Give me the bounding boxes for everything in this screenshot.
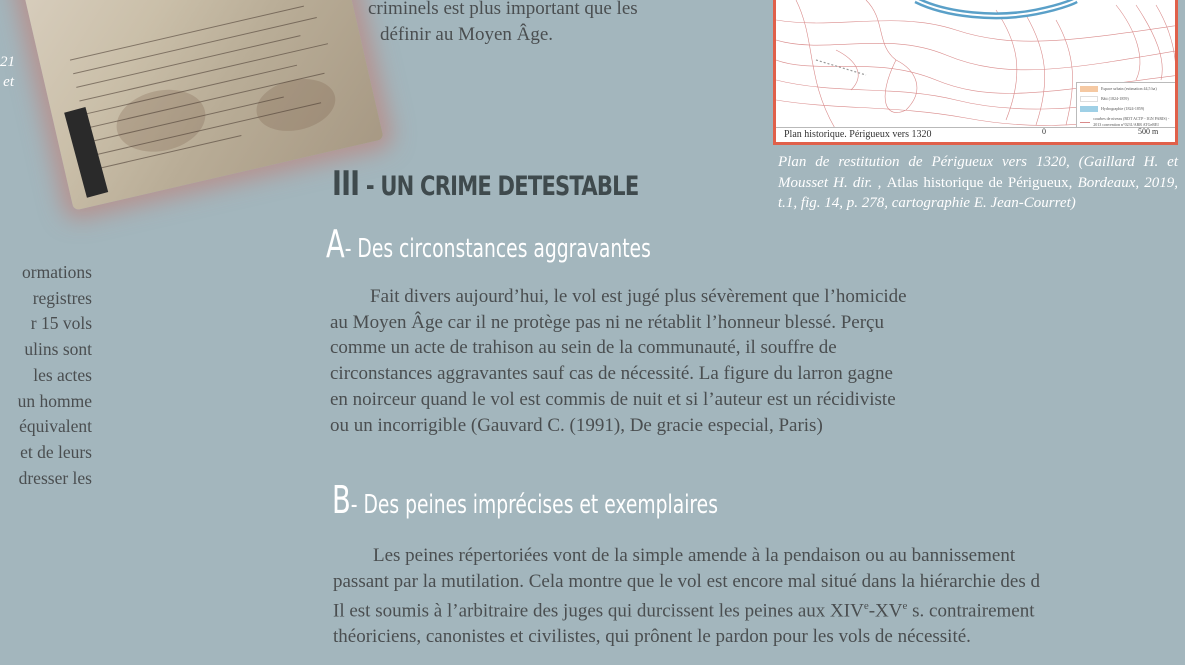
map-footer bbox=[776, 127, 1175, 142]
left-column-text: ormations registres r 15 vols ulins sont les actes un homme équivalent et de leurs dresser les bbox=[17, 262, 92, 488]
subheading-a: A- Des circonstances aggravantes bbox=[326, 222, 651, 266]
map-title: Plan historique. Périgueux vers 1320 bbox=[784, 129, 932, 140]
paragraph-a: Fait divers aujourd’hui, le vol est jugé plus sévèrement que l’homicide au Moyen Âge car il ne protège pas ni ne rétablit l’honneur blessé. Perçu comme un acte de trahison au sein de la communauté, il souffre de circonstances aggravantes sauf cas de nécessité. La figure du larron gagne en noirceur quand le vol est commis de nuit et si l’auteur est un récidiviste ou un incorrigible (Gauvard C. (1991), De gracie especial, Paris) bbox=[330, 286, 907, 436]
map-caption: Plan de restitution de Périgueux vers 1320, (Gaillard H. et Mousset H. dir. , Atlas historique de Périgueux, Bordeaux, 2019, t.1, fig. 14, p. 278, cartographie E. Jean-Courret) bbox=[778, 154, 1179, 211]
historical-map bbox=[773, 0, 1178, 145]
section-heading: III - UN CRIME DETESTABLE bbox=[332, 164, 639, 204]
paragraph-b: Les peines répertoriées vont de la simple amende à la pendaison ou au bannissement passant par la mutilation. Cela montre que le vol est encore mal situé dans la hiérarchie des d Il est soumis à l’arbitraire des juges qui durcissent les peines aux XIVe-XVe s. contrairement théoriciens, canonistes et civilistes, qui prônent le pardon pour les vols de nécessité. bbox=[333, 545, 1040, 648]
manuscript-page bbox=[18, 0, 384, 211]
manuscript-photo bbox=[0, 0, 380, 240]
map-legend: Espace urbain (estimation 44,5 ha) Bâti (1824-1859) Hydrographie (1824-1859) courbes de niveau (BDT ACTP - IGN PARIS) - 2013 convention n°0231/ARR ATGeREI bbox=[1076, 82, 1178, 130]
subheading-b: B- Des peines imprécises et exemplaires bbox=[332, 478, 718, 522]
top-text: criminels est plus important que les définir au Moyen Âge. bbox=[368, 0, 638, 45]
map-scale: 500 m bbox=[1138, 127, 1159, 136]
left-caption: 21 et bbox=[0, 54, 15, 90]
map-scale-zero: 0 bbox=[1042, 127, 1046, 136]
